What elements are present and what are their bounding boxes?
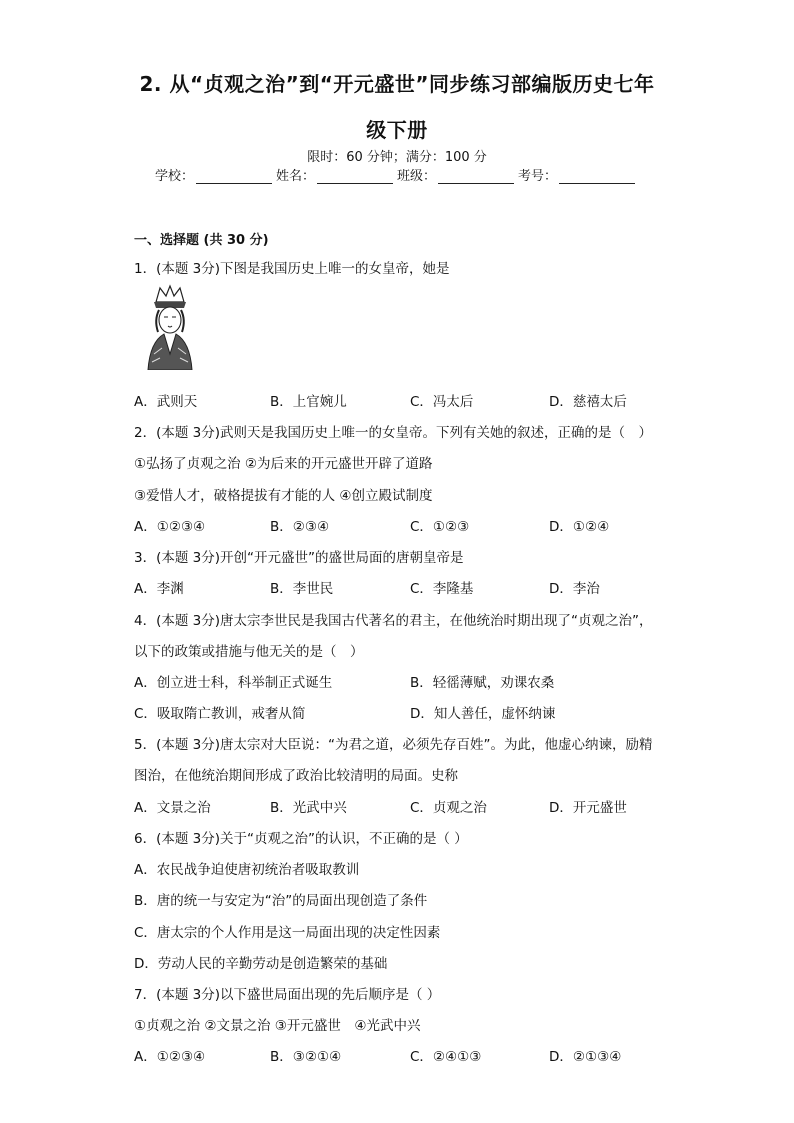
q3-option-c[interactable]: C．李隆基 — [410, 581, 474, 597]
number-field — [518, 165, 635, 184]
question-2-stem: 2．(本题 3分)武则天是我国历史上唯一的女皇帝。下列有关她的叙述，正确的是（ ） — [134, 425, 653, 441]
q4-option-a[interactable]: A．创立进士科，科举制正式诞生 — [134, 675, 333, 691]
school-label: 学校： — [154, 169, 194, 184]
q7-option-c[interactable]: C．②④①③ — [410, 1049, 482, 1065]
q2-option-d[interactable]: D．①②④ — [549, 519, 610, 535]
empress-portrait-image — [134, 284, 206, 370]
q3-option-a[interactable]: A．李渊 — [134, 581, 184, 597]
name-label: 姓名： — [275, 169, 315, 184]
page-title-line2: 级下册 — [366, 118, 428, 142]
school-field — [155, 165, 272, 184]
q1-option-a[interactable]: A．武则天 — [134, 394, 198, 410]
number-blank[interactable] — [559, 169, 635, 184]
section-title: 一、选择题 (共 30 分) — [134, 233, 269, 248]
q7-option-a[interactable]: A．①②③④ — [134, 1049, 206, 1065]
name-field — [276, 165, 393, 184]
q5-option-c[interactable]: C．贞观之治 — [410, 800, 487, 816]
school-blank[interactable] — [196, 169, 272, 184]
q1-option-c[interactable]: C．冯太后 — [410, 394, 474, 410]
name-blank[interactable] — [317, 169, 393, 184]
question-5-line2: 图治，在他统治期间形成了政治比较清明的局面。史称 — [134, 768, 458, 784]
q5-option-b[interactable]: B．光武中兴 — [270, 800, 347, 816]
class-field — [397, 165, 514, 184]
q2-option-c[interactable]: C．①②③ — [410, 519, 470, 535]
question-3-stem: 3．(本题 3分)开创“开元盛世”的盛世局面的唐朝皇帝是 — [134, 550, 464, 566]
class-blank[interactable] — [438, 169, 514, 184]
q5-option-d[interactable]: D．开元盛世 — [549, 800, 627, 816]
question-5-stem: 5．(本题 3分)唐太宗对大臣说：“为君之道，必须先存百姓”。为此，他虚心纳谏，励精 — [134, 737, 653, 753]
q4-option-c[interactable]: C．吸取隋亡教训，戒奢从简 — [134, 706, 306, 722]
q2-option-a[interactable]: A．①②③④ — [134, 519, 206, 535]
q6-option-a[interactable]: A．农民战争迫使唐初统治者吸取教训 — [134, 862, 360, 878]
q6-option-b[interactable]: B．唐的统一与安定为“治”的局面出现创造了条件 — [134, 893, 428, 909]
class-label: 班级： — [397, 169, 437, 184]
q7-option-d[interactable]: D．②①③④ — [549, 1049, 622, 1065]
time-score-limit: 限时：60 分钟；满分：100 分 — [307, 150, 487, 165]
q3-option-b[interactable]: B．李世民 — [270, 581, 334, 597]
student-info-fields — [0, 165, 794, 184]
q6-option-c[interactable]: C．唐太宗的个人作用是这一局面出现的决定性因素 — [134, 925, 441, 941]
page-title: 2. 从“贞观之治”到“开元盛世”同步练习部编版历史七年 — [139, 72, 655, 96]
question-1-stem: 1．(本题 3分)下图是我国历史上唯一的女皇帝，她是 — [134, 261, 450, 277]
question-7-line2: ①贞观之治 ②文景之治 ③开元盛世 ④光武中兴 — [134, 1018, 421, 1034]
question-2-line2: ①弘扬了贞观之治 ②为后来的开元盛世开辟了道路 — [134, 456, 433, 472]
q6-option-d[interactable]: D．劳动人民的辛勤劳动是创造繁荣的基础 — [134, 956, 388, 972]
q7-option-b[interactable]: B．③②①④ — [270, 1049, 342, 1065]
question-2-line3: ③爱惜人才，破格提拔有才能的人 ④创立殿试制度 — [134, 488, 433, 504]
question-6-stem: 6．(本题 3分)关于“贞观之治”的认识，不正确的是（ ） — [134, 831, 468, 847]
q1-option-b[interactable]: B．上官婉儿 — [270, 394, 347, 410]
q5-option-a[interactable]: A．文景之治 — [134, 800, 211, 816]
q4-option-b[interactable]: B．轻徭薄赋，劝课农桑 — [410, 675, 555, 691]
question-7-stem: 7．(本题 3分)以下盛世局面出现的先后顺序是（ ） — [134, 987, 441, 1003]
q2-option-b[interactable]: B．②③④ — [270, 519, 330, 535]
question-4-stem: 4．(本题 3分)唐太宗李世民是我国古代著名的君主，在他统治时期出现了“贞观之治”， — [134, 613, 653, 629]
q1-option-d[interactable]: D．慈禧太后 — [549, 394, 627, 410]
number-label: 考号： — [518, 169, 558, 184]
question-4-line2: 以下的政策或措施与他无关的是（ ） — [134, 644, 364, 660]
q3-option-d[interactable]: D．李治 — [549, 581, 600, 597]
q4-option-d[interactable]: D．知人善任，虚怀纳谏 — [410, 706, 556, 722]
